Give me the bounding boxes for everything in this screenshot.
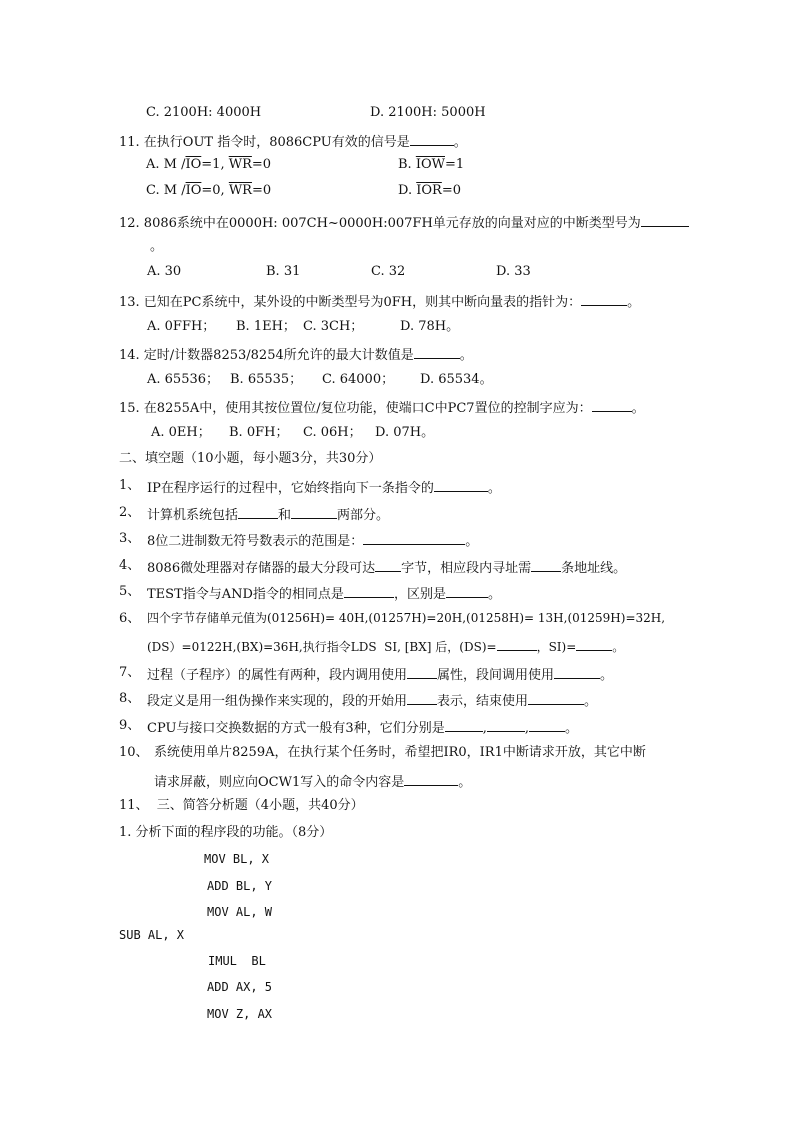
answer-blank[interactable] bbox=[363, 532, 465, 545]
q14-option-d: D. 65534。 bbox=[420, 372, 493, 387]
q15-option-a: A. 0EH； bbox=[151, 425, 211, 440]
answer-blank[interactable] bbox=[291, 506, 337, 519]
fill-item-6-line2: (DS）=0122H,(BX)=36H,执行指令LDS SI, [BX] 后，(DS)= ，SI)= 。 bbox=[147, 640, 625, 654]
answer-blank[interactable] bbox=[581, 293, 627, 306]
answer-blank[interactable] bbox=[641, 214, 689, 227]
q15-option-d: D. 07H。 bbox=[375, 425, 435, 440]
q13-option-a: A. 0FFH； bbox=[147, 319, 216, 334]
q11-option-a: A. M $/\overline{IO}=1$, $\overline{WR}=0$ bbox=[146, 157, 272, 172]
fill-item-5-text: TEST指令与AND指令的相同点是 ，区别是 。 bbox=[147, 587, 501, 602]
answer-blank[interactable] bbox=[531, 559, 561, 572]
fill-item-10-line2: 请求屏蔽，则应向OCW1写入的命令内容是 。 bbox=[154, 775, 472, 790]
q12-option-a: A. 30 bbox=[147, 264, 182, 279]
answer-blank[interactable] bbox=[592, 399, 632, 412]
answer-blank[interactable] bbox=[445, 719, 483, 732]
fill-item-9-text: CPU与接口交换数据的方式一般有3种，它们分别是 , , 。 bbox=[147, 721, 578, 736]
q15-stem: 15. 在8255A中，使用其按位置位/复位功能，使端口C中PC7置位的控制字应为： 。 bbox=[119, 401, 645, 416]
answer-blank[interactable] bbox=[238, 506, 278, 519]
q15-option-c: C. 06H； bbox=[303, 425, 362, 440]
answer-blank[interactable] bbox=[344, 585, 394, 598]
q12-stem: 12. 8086系统中在0000H: 007CH~0000H:007FH单元存放的向量对应的中断类型号为 bbox=[119, 214, 689, 230]
fill-item-3: 3、 bbox=[119, 531, 141, 546]
q13-option-b: B. 1EH； bbox=[236, 319, 296, 334]
section2-heading: 二、填空题（10小题，每小题3分，共30分） bbox=[119, 451, 382, 466]
code-line: MOV Z, AX bbox=[207, 1007, 273, 1021]
fill-item-4: 4、 bbox=[119, 558, 141, 573]
fill-item-7: 7、 bbox=[119, 665, 141, 680]
q10-option-d: D. 2100H: 5000H bbox=[370, 105, 486, 120]
fill-item-3-text: 8位二进制数无符号数表示的范围是： 。 bbox=[147, 534, 479, 549]
fill-item-1: 1、 bbox=[119, 478, 141, 493]
answer-blank[interactable] bbox=[487, 719, 525, 732]
q14-option-b: B. 65535； bbox=[230, 372, 303, 387]
fill-item-6: 6、 bbox=[119, 611, 141, 626]
fill-item-9: 9、 bbox=[119, 718, 141, 733]
answer-blank[interactable] bbox=[407, 692, 437, 705]
q14-option-a: A. 65536； bbox=[147, 372, 220, 387]
fill-item-2-text: 计算机系统包括 和 两部分。 bbox=[147, 508, 390, 523]
q11-option-d: D. $\overline{IOR}=0$ bbox=[398, 183, 461, 198]
answer-blank[interactable] bbox=[434, 479, 488, 492]
q13-option-c: C. 3CH； bbox=[303, 319, 364, 334]
answer-blank[interactable] bbox=[407, 666, 437, 679]
q10-option-c: C. 2100H: 4000H bbox=[146, 105, 262, 120]
answer-blank[interactable] bbox=[404, 773, 458, 786]
code-line: IMUL BL bbox=[208, 954, 266, 968]
answer-blank[interactable] bbox=[375, 559, 401, 572]
q12-end: 。 bbox=[150, 239, 164, 254]
code-line: MOV AL, W bbox=[207, 905, 273, 919]
fill-item-8: 8、 bbox=[119, 691, 141, 706]
answer-blank[interactable] bbox=[497, 638, 537, 651]
fill-item-7-text: 过程（子程序）的属性有两种，段内调用使用 属性，段间调用使用 。 bbox=[147, 668, 614, 683]
code-line: MOV BL, X bbox=[204, 852, 270, 866]
q12-option-c: C. 32 bbox=[371, 264, 406, 279]
fill-item-4-text: 8086微处理器对存储器的最大分段可达 字节，相应段内寻址需 条地址线。 bbox=[147, 561, 627, 576]
q15-option-b: B. 0FH； bbox=[229, 425, 289, 440]
fill-item-8-text: 段定义是用一组伪操作来实现的，段的开始用 表示，结束使用 。 bbox=[147, 694, 598, 709]
section3-heading: 11、 三、简答分析题（4小题，共40分） bbox=[119, 798, 364, 813]
fill-item-2: 2、 bbox=[119, 505, 141, 520]
fill-item-6-line1: 四个字节存储单元值为(01256H)= 40H,(01257H)=20H,(01258H)= 13H,(01259H)=32H, bbox=[147, 611, 666, 625]
answer-blank[interactable] bbox=[410, 133, 454, 146]
section3-question-1: 1. 分析下面的程序段的功能。（8分） bbox=[119, 825, 333, 840]
answer-blank[interactable] bbox=[414, 346, 460, 359]
q13-stem: 13. 已知在PC系统中，某外设的中断类型号为0FH，则其中断向量表的指针为： 。 bbox=[119, 295, 641, 310]
q11-option-c: C. M $/\overline{IO}=0$, $\overline{WR}=0$ bbox=[146, 183, 272, 198]
answer-blank[interactable] bbox=[576, 638, 612, 651]
fill-item-10: 10、 bbox=[119, 745, 149, 760]
fill-item-10-line1: 系统使用单片8259A，在执行某个任务时，希望把IR0，IR1中断请求开放，其它中断 bbox=[154, 745, 646, 760]
answer-blank[interactable] bbox=[528, 692, 584, 705]
q11-stem: 11. 在执行OUT 指令时，8086CPU有效的信号是 。 bbox=[119, 135, 467, 150]
q13-option-d: D. 78H。 bbox=[400, 319, 460, 334]
q14-option-c: C. 64000； bbox=[322, 372, 395, 387]
fill-item-5: 5、 bbox=[119, 584, 141, 599]
fill-item-1-text: IP在程序运行的过程中，它始终指向下一条指令的 。 bbox=[147, 481, 501, 496]
q11-option-b: B. $\overline{IOW}=1$ bbox=[398, 157, 465, 172]
answer-blank[interactable] bbox=[446, 585, 488, 598]
code-line: ADD AX, 5 bbox=[207, 980, 273, 994]
answer-blank[interactable] bbox=[529, 719, 565, 732]
code-line: SUB AL, X bbox=[119, 928, 185, 942]
q14-stem: 14. 定时/计数器8253/8254所允许的最大计数值是 。 bbox=[119, 348, 473, 363]
q12-option-b: B. 31 bbox=[266, 264, 301, 279]
answer-blank[interactable] bbox=[554, 666, 600, 679]
code-line: ADD BL, Y bbox=[207, 879, 273, 893]
q12-option-d: D. 33 bbox=[496, 264, 531, 279]
